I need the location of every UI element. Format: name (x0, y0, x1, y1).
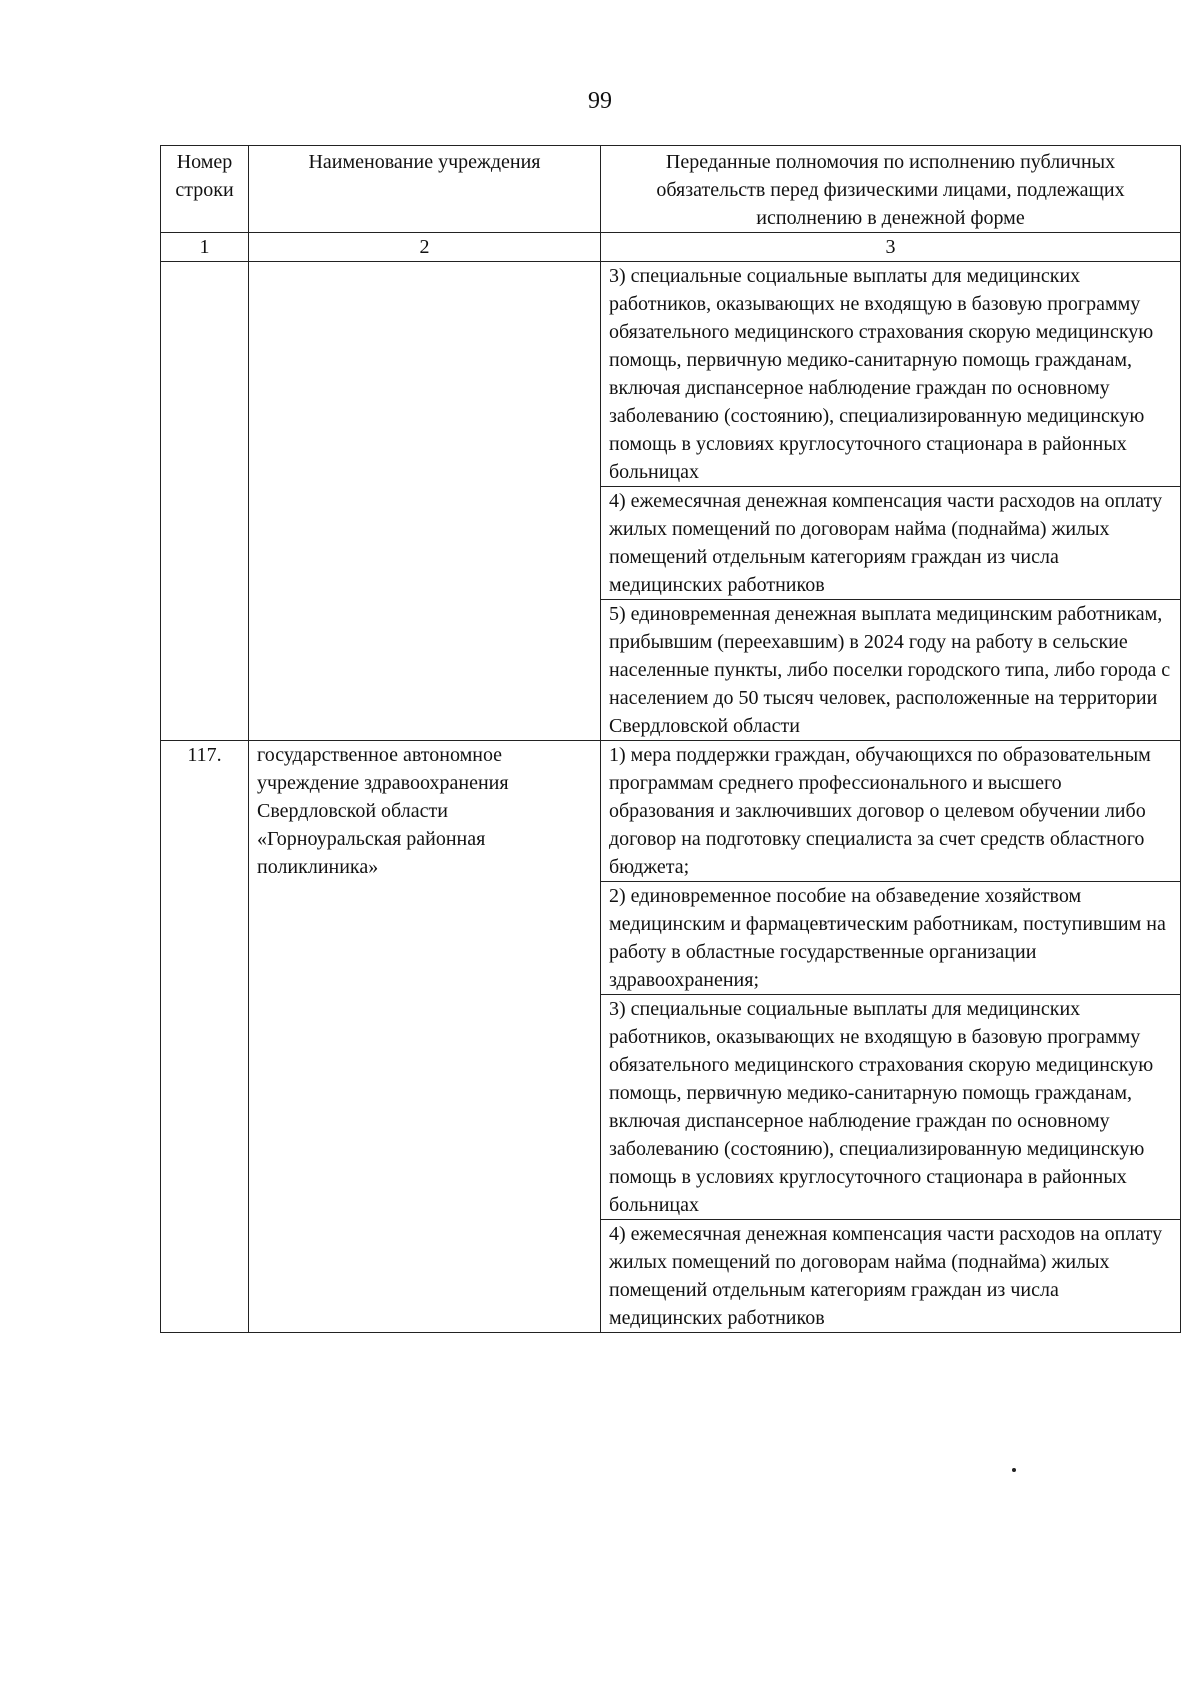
institution-cell (249, 995, 601, 1220)
column-number-2: 2 (249, 233, 601, 262)
page-number: 99 (588, 88, 612, 114)
header-row-number: Номер строки (161, 146, 249, 233)
header-institution: Наименование учреждения (249, 146, 601, 233)
institution-cell (249, 882, 601, 995)
power-item: 3) специальные социальные выплаты для медицинских работников, оказывающих не входящую в базовую программу обязательного медицинского страхования скорую медицинскую помощь, первичную медико-санитарную помощь гражданам, включая диспансерное наблюдение граждан по основному заболеванию (состоянию), специализированную медицинскую помощь в условиях круглосуточного стационара в районных больницах (601, 262, 1181, 487)
power-item: 5) единовременная денежная выплата медицинским работникам, прибывшим (переехавшим) в 2024 году на работу в сельские населенные пункты, либо поселки городского типа, либо города с населением до 50 тысяч человек, расположенные на территории Свердловской области (601, 600, 1181, 741)
scan-speck (1012, 1468, 1016, 1472)
header-powers: Переданные полномочия по исполнению публичных обязательств перед физическими лицами, подлежащих исполнению в денежной форме (601, 146, 1181, 233)
row-number-cell (161, 487, 249, 600)
row-number-cell (161, 995, 249, 1220)
power-item: 4) ежемесячная денежная компенсация части расходов на оплату жилых помещений по договорам найма (поднайма) жилых помещений отдельным категориям граждан из числа медицинских работников (601, 1220, 1181, 1333)
power-item: 3) специальные социальные выплаты для медицинских работников, оказывающих не входящую в базовую программу обязательного медицинского страхования скорую медицинскую помощь, первичную медико-санитарную помощь гражданам, включая диспансерное наблюдение граждан по основному заболеванию (состоянию), специализированную медицинскую помощь в условиях круглосуточного стационара в районных больницах (601, 995, 1181, 1220)
institution-cell (249, 262, 601, 487)
power-item: 4) ежемесячная денежная компенсация части расходов на оплату жилых помещений по договорам найма (поднайма) жилых помещений отдельным категориям граждан из числа медицинских работников (601, 487, 1181, 600)
row-number-cell (161, 262, 249, 487)
power-item: 2) единовременное пособие на обзаведение хозяйством медицинским и фармацевтическим работникам, поступившим на работу в областные государственные организации здравоохранения; (601, 882, 1181, 995)
row-number-cell (161, 600, 249, 741)
table-row (161, 882, 1181, 995)
column-number-1: 1 (161, 233, 249, 262)
institution-name: государственное автономное учреждение здравоохранения Свердловской области «Горноуральская районная поликлиника» (249, 741, 601, 882)
table-row (161, 487, 1181, 600)
column-number-3: 3 (601, 233, 1181, 262)
table-row (161, 262, 1181, 487)
table-row (161, 600, 1181, 741)
column-numbers-row (161, 233, 1181, 262)
table-row (161, 1220, 1181, 1333)
power-item: 1) мера поддержки граждан, обучающихся по образовательным программам среднего профессионального и высшего образования и заключивших договор о целевом обучении либо договор на подготовку специалиста за счет средств областного бюджета; (601, 741, 1181, 882)
institution-cell (249, 1220, 601, 1333)
institution-cell (249, 487, 601, 600)
table-row-117 (161, 741, 1181, 882)
row-number-cell (161, 1220, 249, 1333)
institution-cell (249, 600, 601, 741)
row-number-117: 117. (161, 741, 249, 882)
row-number-cell (161, 882, 249, 995)
table-row (161, 995, 1181, 1220)
table-header-row (161, 146, 1181, 233)
powers-table (160, 145, 1181, 1333)
